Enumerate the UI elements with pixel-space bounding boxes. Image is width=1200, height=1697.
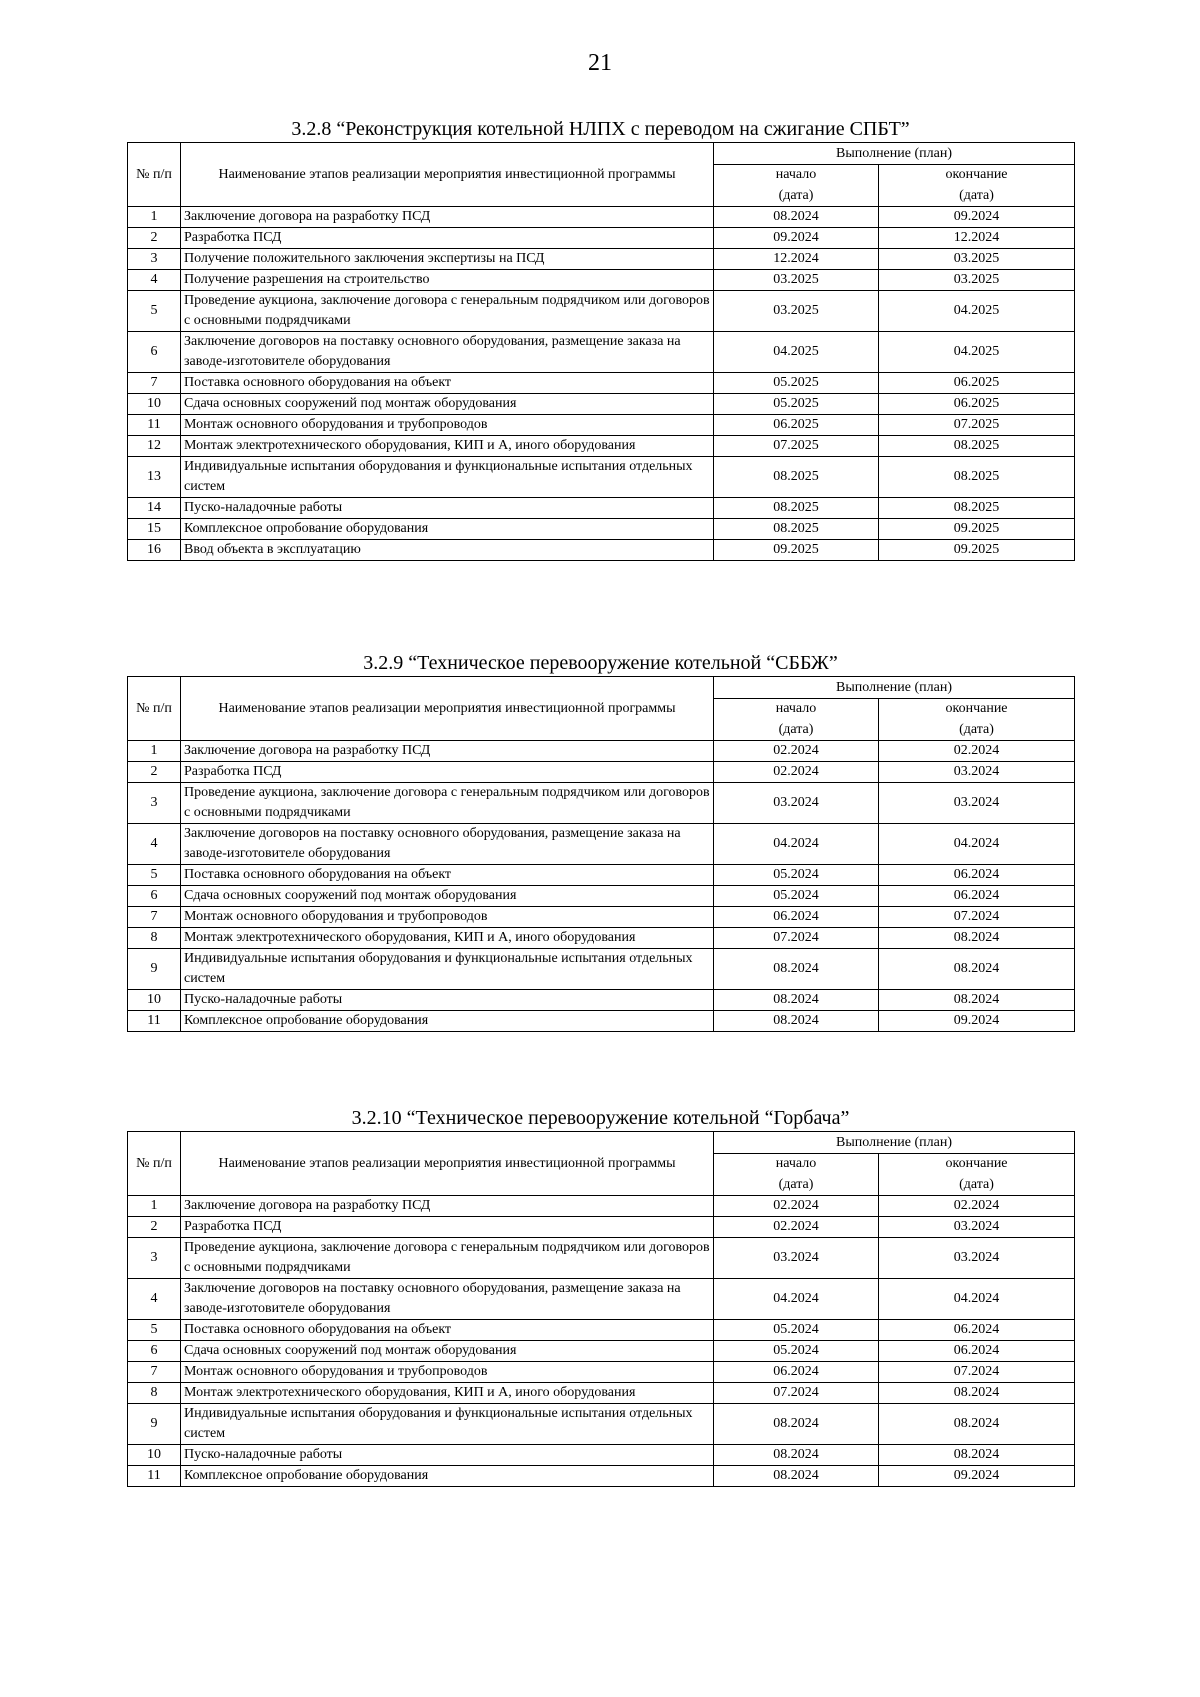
table-row (128, 907, 1075, 928)
section-3-2-8 (127, 112, 1074, 561)
table-row (128, 741, 1075, 762)
stage-name: Индивидуальные испытания оборудования и функциональные испытания отдельных систем (181, 1404, 714, 1445)
row-number: 3 (128, 1238, 181, 1279)
start-date: 07.2024 (714, 928, 879, 949)
table-row (128, 249, 1075, 270)
start-date: 02.2024 (714, 1217, 879, 1238)
end-date: 06.2024 (879, 865, 1075, 886)
stage-name: Комплексное опробование оборудования (181, 1011, 714, 1032)
row-number: 10 (128, 394, 181, 415)
stage-name: Сдача основных сооружений под монтаж оборудования (181, 1341, 714, 1362)
table-row (128, 1196, 1075, 1217)
header-num: № п/п (128, 677, 181, 741)
header-stage: Наименование этапов реализации мероприятия инвестиционной программы (181, 1132, 714, 1196)
header-num: № п/п (128, 1132, 181, 1196)
stage-name: Проведение аукциона, заключение договора с генеральным подрядчиком или договоров с основными подрядчиками (181, 783, 714, 824)
table-row (128, 1279, 1075, 1320)
table-row (128, 1445, 1075, 1466)
end-date: 08.2024 (879, 1383, 1075, 1404)
header-stage: Наименование этапов реализации мероприятия инвестиционной программы (181, 143, 714, 207)
stage-name: Ввод объекта в эксплуатацию (181, 540, 714, 561)
stage-name: Комплексное опробование оборудования (181, 519, 714, 540)
stage-name: Монтаж электротехнического оборудования, КИП и А, иного оборудования (181, 928, 714, 949)
row-number: 3 (128, 249, 181, 270)
end-date: 08.2025 (879, 436, 1075, 457)
start-date: 07.2024 (714, 1383, 879, 1404)
table-row (128, 865, 1075, 886)
start-date: 04.2025 (714, 332, 879, 373)
table-row (128, 1320, 1075, 1341)
table-row (128, 270, 1075, 291)
row-number: 15 (128, 519, 181, 540)
end-date: 06.2024 (879, 886, 1075, 907)
schedule-table (127, 142, 1075, 561)
start-date: 03.2024 (714, 783, 879, 824)
start-date: 02.2024 (714, 762, 879, 783)
stage-name: Монтаж электротехнического оборудования, КИП и А, иного оборудования (181, 436, 714, 457)
row-number: 8 (128, 928, 181, 949)
end-date: 08.2024 (879, 990, 1075, 1011)
table-row (128, 457, 1075, 498)
stage-name: Сдача основных сооружений под монтаж оборудования (181, 886, 714, 907)
end-date: 04.2025 (879, 291, 1075, 332)
start-date: 08.2024 (714, 990, 879, 1011)
stage-name: Поставка основного оборудования на объект (181, 373, 714, 394)
start-date: 05.2024 (714, 865, 879, 886)
end-date: 03.2024 (879, 762, 1075, 783)
header-end: окончание (879, 1154, 1075, 1175)
table-row (128, 1217, 1075, 1238)
section-title: 3.2.10 “Техническое перевооружение котельной “Горбача” (351, 1107, 850, 1129)
end-date: 08.2025 (879, 457, 1075, 498)
section-3-2-9 (127, 646, 1074, 1032)
header-num: № п/п (128, 143, 181, 207)
start-date: 02.2024 (714, 741, 879, 762)
row-number: 10 (128, 990, 181, 1011)
start-date: 05.2024 (714, 886, 879, 907)
stage-name: Индивидуальные испытания оборудования и функциональные испытания отдельных систем (181, 949, 714, 990)
end-date: 07.2025 (879, 415, 1075, 436)
stage-name: Заключение договора на разработку ПСД (181, 1196, 714, 1217)
stage-name: Монтаж электротехнического оборудования, КИП и А, иного оборудования (181, 1383, 714, 1404)
end-date: 09.2025 (879, 540, 1075, 561)
stage-name: Разработка ПСД (181, 228, 714, 249)
row-number: 1 (128, 741, 181, 762)
row-number: 4 (128, 1279, 181, 1320)
start-date: 05.2025 (714, 394, 879, 415)
stage-name: Индивидуальные испытания оборудования и функциональные испытания отдельных систем (181, 457, 714, 498)
end-date: 02.2024 (879, 1196, 1075, 1217)
row-number: 4 (128, 824, 181, 865)
stage-name: Заключение договоров на поставку основного оборудования, размещение заказа на заводе-изготовителе оборудования (181, 332, 714, 373)
stage-name: Сдача основных сооружений под монтаж оборудования (181, 394, 714, 415)
table-body (128, 1196, 1075, 1487)
end-date: 06.2024 (879, 1341, 1075, 1362)
stage-name: Заключение договоров на поставку основного оборудования, размещение заказа на заводе-изготовителе оборудования (181, 1279, 714, 1320)
table-row (128, 498, 1075, 519)
start-date: 08.2024 (714, 1445, 879, 1466)
start-date: 08.2025 (714, 457, 879, 498)
start-date: 05.2024 (714, 1341, 879, 1362)
end-date: 03.2024 (879, 1238, 1075, 1279)
table-header (128, 143, 1075, 207)
header-end-note: (дата) (879, 720, 1075, 741)
start-date: 03.2025 (714, 291, 879, 332)
header-stage: Наименование этапов реализации мероприятия инвестиционной программы (181, 677, 714, 741)
end-date: 09.2024 (879, 1011, 1075, 1032)
row-number: 13 (128, 457, 181, 498)
end-date: 08.2024 (879, 1404, 1075, 1445)
start-date: 04.2024 (714, 824, 879, 865)
end-date: 06.2025 (879, 394, 1075, 415)
table-row (128, 207, 1075, 228)
table-body (128, 741, 1075, 1032)
table-row (128, 332, 1075, 373)
end-date: 08.2024 (879, 928, 1075, 949)
table-row (128, 783, 1075, 824)
end-date: 06.2024 (879, 1320, 1075, 1341)
header-end: окончание (879, 165, 1075, 186)
table-row (128, 394, 1075, 415)
stage-name: Монтаж основного оборудования и трубопроводов (181, 415, 714, 436)
table-row (128, 990, 1075, 1011)
stage-name: Заключение договора на разработку ПСД (181, 741, 714, 762)
row-number: 6 (128, 332, 181, 373)
stage-name: Заключение договора на разработку ПСД (181, 207, 714, 228)
stage-name: Пуско-наладочные работы (181, 1445, 714, 1466)
start-date: 08.2024 (714, 207, 879, 228)
stage-name: Поставка основного оборудования на объект (181, 1320, 714, 1341)
header-start: начало (714, 1154, 879, 1175)
header-start-note: (дата) (714, 720, 879, 741)
table-row (128, 762, 1075, 783)
end-date: 03.2024 (879, 783, 1075, 824)
header-start-note: (дата) (714, 186, 879, 207)
header-execution: Выполнение (план) (714, 143, 1075, 165)
table-row (128, 1341, 1075, 1362)
end-date: 03.2024 (879, 1217, 1075, 1238)
header-end-note: (дата) (879, 1175, 1075, 1196)
row-number: 7 (128, 1362, 181, 1383)
end-date: 07.2024 (879, 1362, 1075, 1383)
row-number: 14 (128, 498, 181, 519)
stage-name: Проведение аукциона, заключение договора с генеральным подрядчиком или договоров с основными подрядчиками (181, 291, 714, 332)
end-date: 03.2025 (879, 249, 1075, 270)
end-date: 08.2025 (879, 498, 1075, 519)
start-date: 05.2024 (714, 1320, 879, 1341)
row-number: 11 (128, 415, 181, 436)
header-start: начало (714, 165, 879, 186)
start-date: 06.2024 (714, 1362, 879, 1383)
header-start: начало (714, 699, 879, 720)
table-row (128, 886, 1075, 907)
stage-name: Пуско-наладочные работы (181, 990, 714, 1011)
table-row (128, 436, 1075, 457)
section-title: 3.2.8 “Реконструкция котельной НЛПХ с переводом на сжигание СПБТ” (291, 118, 910, 140)
stage-name: Получение положительного заключения экспертизы на ПСД (181, 249, 714, 270)
row-number: 4 (128, 270, 181, 291)
header-execution: Выполнение (план) (714, 677, 1075, 699)
end-date: 03.2025 (879, 270, 1075, 291)
table-row (128, 540, 1075, 561)
start-date: 06.2024 (714, 907, 879, 928)
section-title: 3.2.9 “Техническое перевооружение котельной “СББЖ” (363, 652, 838, 674)
table-row (128, 519, 1075, 540)
table-row (128, 949, 1075, 990)
start-date: 08.2025 (714, 498, 879, 519)
start-date: 08.2024 (714, 1466, 879, 1487)
end-date: 07.2024 (879, 907, 1075, 928)
start-date: 09.2024 (714, 228, 879, 249)
row-number: 2 (128, 762, 181, 783)
end-date: 09.2024 (879, 1466, 1075, 1487)
stage-name: Поставка основного оборудования на объект (181, 865, 714, 886)
row-number: 6 (128, 886, 181, 907)
table-row (128, 1362, 1075, 1383)
stage-name: Пуско-наладочные работы (181, 498, 714, 519)
end-date: 02.2024 (879, 741, 1075, 762)
table-row (128, 1466, 1075, 1487)
row-number: 1 (128, 1196, 181, 1217)
row-number: 2 (128, 1217, 181, 1238)
stage-name: Монтаж основного оборудования и трубопроводов (181, 907, 714, 928)
stage-name: Комплексное опробование оборудования (181, 1466, 714, 1487)
end-date: 04.2024 (879, 824, 1075, 865)
stage-name: Монтаж основного оборудования и трубопроводов (181, 1362, 714, 1383)
table-row (128, 1404, 1075, 1445)
row-number: 11 (128, 1011, 181, 1032)
stage-name: Разработка ПСД (181, 1217, 714, 1238)
schedule-table (127, 676, 1075, 1032)
end-date: 04.2025 (879, 332, 1075, 373)
stage-name: Проведение аукциона, заключение договора с генеральным подрядчиком или договоров с основными подрядчиками (181, 1238, 714, 1279)
end-date: 09.2025 (879, 519, 1075, 540)
row-number: 12 (128, 436, 181, 457)
header-end-note: (дата) (879, 186, 1075, 207)
start-date: 08.2025 (714, 519, 879, 540)
row-number: 5 (128, 865, 181, 886)
start-date: 03.2025 (714, 270, 879, 291)
start-date: 06.2025 (714, 415, 879, 436)
table-row (128, 824, 1075, 865)
end-date: 12.2024 (879, 228, 1075, 249)
table-header (128, 1132, 1075, 1196)
table-row (128, 415, 1075, 436)
row-number: 10 (128, 1445, 181, 1466)
row-number: 2 (128, 228, 181, 249)
start-date: 08.2024 (714, 949, 879, 990)
table-row (128, 228, 1075, 249)
start-date: 08.2024 (714, 1011, 879, 1032)
table-row (128, 291, 1075, 332)
row-number: 9 (128, 1404, 181, 1445)
table-row (128, 928, 1075, 949)
row-number: 7 (128, 373, 181, 394)
stage-name: Разработка ПСД (181, 762, 714, 783)
end-date: 04.2024 (879, 1279, 1075, 1320)
start-date: 09.2025 (714, 540, 879, 561)
row-number: 11 (128, 1466, 181, 1487)
stage-name: Получение разрешения на строительство (181, 270, 714, 291)
header-execution: Выполнение (план) (714, 1132, 1075, 1154)
header-start-note: (дата) (714, 1175, 879, 1196)
table-row (128, 1011, 1075, 1032)
start-date: 04.2024 (714, 1279, 879, 1320)
table-row (128, 373, 1075, 394)
table-body (128, 207, 1075, 561)
end-date: 09.2024 (879, 207, 1075, 228)
row-number: 6 (128, 1341, 181, 1362)
table-row (128, 1238, 1075, 1279)
start-date: 05.2025 (714, 373, 879, 394)
row-number: 7 (128, 907, 181, 928)
stage-name: Заключение договоров на поставку основного оборудования, размещение заказа на заводе-изготовителе оборудования (181, 824, 714, 865)
table-header (128, 677, 1075, 741)
header-end: окончание (879, 699, 1075, 720)
row-number: 1 (128, 207, 181, 228)
start-date: 12.2024 (714, 249, 879, 270)
row-number: 5 (128, 1320, 181, 1341)
page-number: 21 (588, 50, 612, 76)
section-3-2-10 (127, 1101, 1074, 1487)
row-number: 16 (128, 540, 181, 561)
start-date: 03.2024 (714, 1238, 879, 1279)
start-date: 08.2024 (714, 1404, 879, 1445)
end-date: 08.2024 (879, 1445, 1075, 1466)
schedule-table (127, 1131, 1075, 1487)
start-date: 07.2025 (714, 436, 879, 457)
row-number: 5 (128, 291, 181, 332)
end-date: 08.2024 (879, 949, 1075, 990)
row-number: 8 (128, 1383, 181, 1404)
end-date: 06.2025 (879, 373, 1075, 394)
row-number: 9 (128, 949, 181, 990)
row-number: 3 (128, 783, 181, 824)
table-row (128, 1383, 1075, 1404)
start-date: 02.2024 (714, 1196, 879, 1217)
